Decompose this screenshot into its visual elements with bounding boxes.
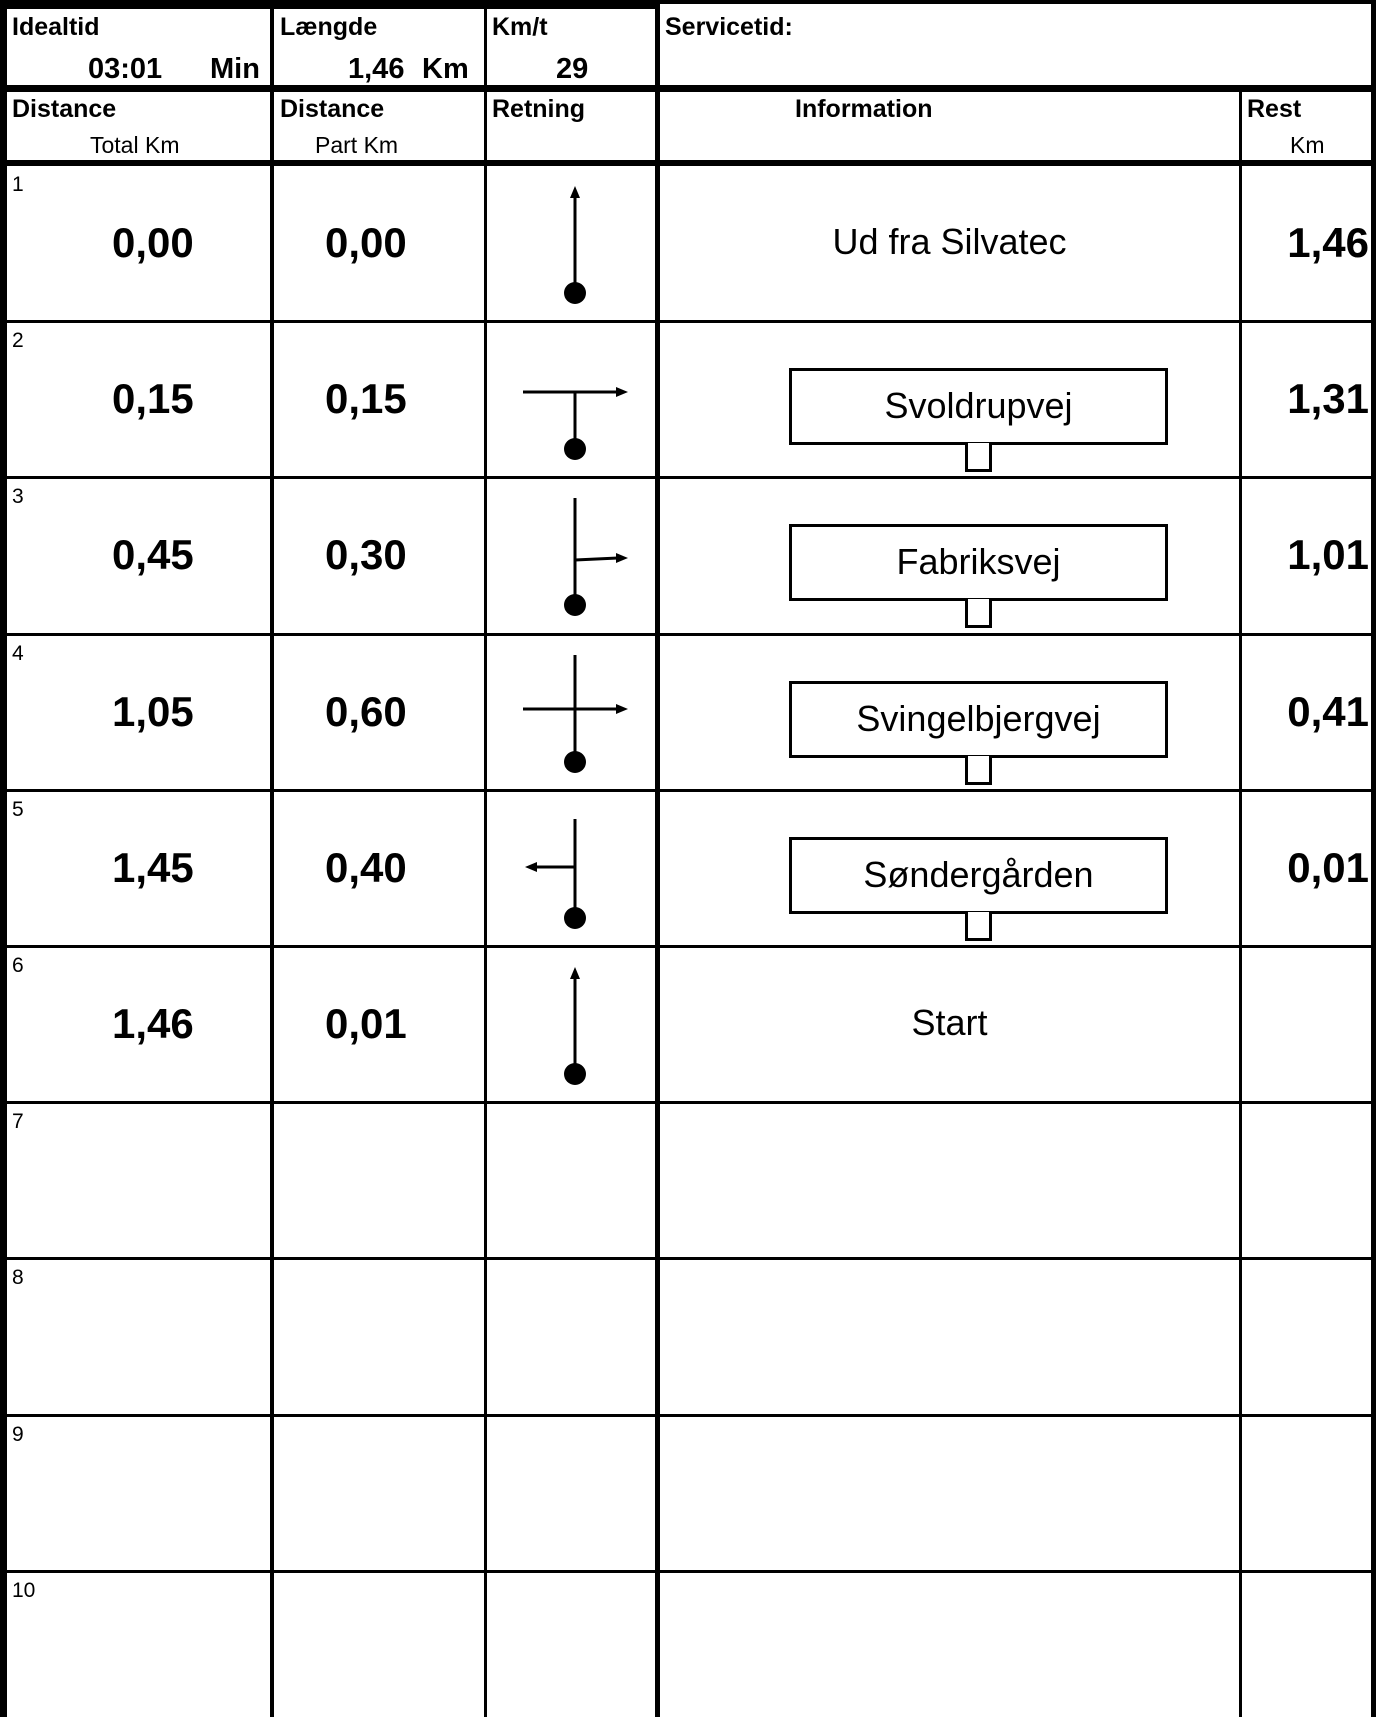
row-number: 2 [12,329,24,352]
part-distance: 0,30 [325,531,407,578]
row-number: 1 [12,173,24,196]
total-distance: 1,45 [112,844,194,891]
right-border [1371,0,1376,1717]
laengde-unit: Km [422,53,469,85]
total-distance: 0,15 [112,375,194,422]
row-divider [0,1257,1376,1260]
row-number: 9 [12,1423,24,1446]
direction-straight-icon [515,957,635,1087]
row-divider [0,1570,1376,1573]
row-divider [0,1414,1376,1417]
info-text: Svingelbjergvej [856,698,1101,739]
row-number: 4 [12,642,24,665]
idealtid-value: 03:01 [88,53,163,85]
col-part-label: Distance [280,95,385,123]
row-number: 10 [12,1579,36,1602]
row-number: 6 [12,954,24,977]
total-distance: 0,45 [112,531,194,578]
row-number: 7 [12,1110,24,1133]
sign-post [965,756,992,785]
total-distance: 0,00 [112,219,194,266]
left-border [0,0,7,1717]
col-divider-2 [484,0,487,1717]
total-distance: 1,46 [112,1000,194,1047]
row-number: 5 [12,798,24,821]
rest-distance: 0,41 [1287,688,1369,735]
row-divider [0,945,1376,948]
rest-distance: 1,01 [1287,531,1369,578]
kmt-label: Km/t [492,13,548,41]
direction-cross-right-icon [515,645,635,775]
info-text: Svoldrupvej [884,385,1073,426]
header-divider [0,85,1376,92]
idealtid-label: Idealtid [12,13,100,41]
info-text: Fabriksvej [896,541,1061,582]
row-divider [0,633,1376,636]
row-divider [0,476,1376,479]
col-rest-sub: Km [1290,132,1325,158]
part-distance: 0,60 [325,688,407,735]
part-distance: 0,01 [325,1000,407,1047]
col-divider-1 [270,0,274,1717]
col-rest-label: Rest [1247,95,1302,123]
kmt-value: 29 [556,53,589,85]
info-text: Start [911,1002,988,1043]
info-text: Ud fra Silvatec [832,221,1067,262]
part-distance: 0,00 [325,219,407,266]
sign-post [965,599,992,628]
col-divider-4 [1239,87,1242,1717]
part-distance: 0,15 [325,375,407,422]
rest-distance: 1,31 [1287,375,1369,422]
col-total-sub: Total Km [90,132,180,158]
row-number: 8 [12,1266,24,1289]
total-distance: 1,05 [112,688,194,735]
top-border-right [655,0,1376,4]
col-retning-label: Retning [492,95,586,123]
idealtid-unit: Min [210,53,260,85]
direction-t-right-icon [515,332,635,462]
col-total-label: Distance [12,95,117,123]
servicetid-label: Servicetid: [665,13,793,41]
direction-fork-right-icon [515,488,635,618]
direction-straight-icon [515,176,635,306]
colhead-divider [0,160,1376,166]
rest-distance: 0,01 [1287,844,1369,891]
sign-post [965,912,992,941]
info-text: Søndergården [863,854,1094,895]
row-divider [0,320,1376,323]
row-number: 3 [12,485,24,508]
col-part-sub: Part Km [315,132,399,158]
laengde-value: 1,46 [348,53,405,85]
direction-left-icon [515,801,635,931]
part-distance: 0,40 [325,844,407,891]
col-info-label: Information [795,95,933,123]
top-border-left [0,0,655,9]
rest-distance: 1,46 [1287,219,1369,266]
laengde-label: Længde [280,13,378,41]
sign-post [965,443,992,472]
row-divider [0,1101,1376,1104]
row-divider [0,789,1376,792]
